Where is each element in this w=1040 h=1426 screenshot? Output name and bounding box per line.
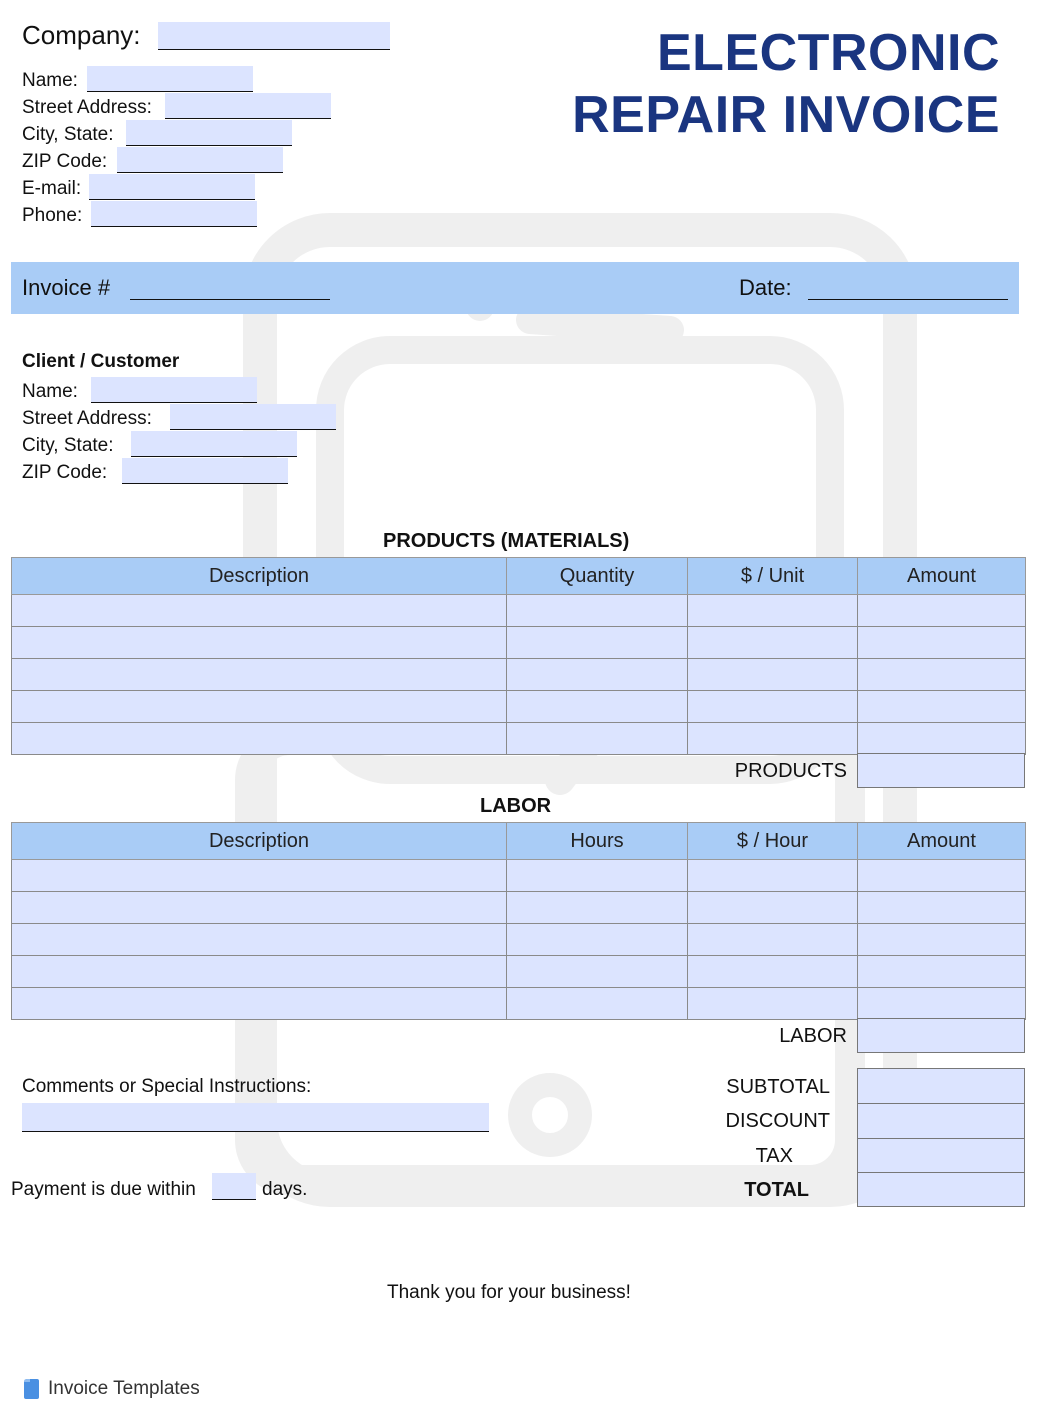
labor-header-hours: Hours (507, 823, 688, 860)
products-header-description: Description (12, 558, 507, 595)
invoice-number-field[interactable] (130, 270, 330, 300)
company-city-field[interactable] (126, 120, 292, 146)
table-row (12, 723, 1026, 755)
labor-cell-hours[interactable] (507, 988, 688, 1020)
products-cell-description[interactable] (12, 595, 507, 627)
invoice-number-label: Invoice # (22, 275, 111, 300)
labor-cell-description[interactable] (12, 860, 507, 892)
products-subtotal-label: PRODUCTS (734, 760, 847, 782)
table-row (12, 860, 1026, 892)
labor-cell-description[interactable] (12, 924, 507, 956)
client-street-field[interactable] (170, 404, 336, 430)
labor-cell-hours[interactable] (507, 892, 688, 924)
thank-you-message: Thank you for your business! (387, 1282, 631, 1303)
company-zip-label: ZIP Code: (22, 151, 108, 172)
discount-field[interactable] (857, 1103, 1025, 1139)
client-heading: Client / Customer (22, 351, 180, 372)
company-name-label: Name: (22, 70, 78, 91)
products-heading: PRODUCTS (MATERIALS) (383, 530, 630, 552)
client-zip-label: ZIP Code: (22, 462, 108, 483)
products-header-quantity: Quantity (507, 558, 688, 595)
title-line-2: REPAIR INVOICE (572, 86, 1000, 144)
labor-cell-amount[interactable] (858, 956, 1026, 988)
total-field[interactable] (857, 1172, 1025, 1207)
client-name-field[interactable] (91, 377, 257, 403)
products-cell-unit[interactable] (688, 595, 858, 627)
client-zip-field[interactable] (122, 458, 288, 484)
table-row (12, 627, 1026, 659)
company-street-label: Street Address: (22, 97, 152, 118)
products-cell-unit[interactable] (688, 723, 858, 755)
document-icon (22, 1378, 40, 1400)
table-row (12, 691, 1026, 723)
labor-header-description: Description (12, 823, 507, 860)
table-row (12, 924, 1026, 956)
products-cell-quantity[interactable] (507, 723, 688, 755)
products-cell-quantity[interactable] (507, 627, 688, 659)
company-street-field[interactable] (165, 93, 331, 119)
brand-name: Invoice Templates (48, 1378, 200, 1399)
labor-cell-hour[interactable] (688, 956, 858, 988)
title-line-1: ELECTRONIC (657, 24, 1000, 82)
table-row (12, 956, 1026, 988)
company-field[interactable] (158, 22, 390, 50)
products-cell-amount[interactable] (858, 723, 1026, 755)
comments-field[interactable] (22, 1103, 489, 1132)
labor-cell-description[interactable] (12, 988, 507, 1020)
company-phone-label: Phone: (22, 205, 83, 226)
company-phone-field[interactable] (91, 201, 257, 227)
subtotal-label: SUBTOTAL (726, 1076, 830, 1098)
products-header-unit: $ / Unit (688, 558, 858, 595)
labor-cell-hours[interactable] (507, 924, 688, 956)
products-cell-description[interactable] (12, 627, 507, 659)
tax-field[interactable] (857, 1138, 1025, 1173)
labor-header-hour: $ / Hour (688, 823, 858, 860)
company-city-label: City, State: (22, 124, 114, 145)
labor-cell-hour[interactable] (688, 988, 858, 1020)
products-cell-unit[interactable] (688, 691, 858, 723)
labor-cell-hours[interactable] (507, 860, 688, 892)
labor-cell-amount[interactable] (858, 860, 1026, 892)
products-cell-unit[interactable] (688, 627, 858, 659)
products-cell-amount[interactable] (858, 595, 1026, 627)
company-zip-field[interactable] (117, 147, 283, 173)
table-row (12, 892, 1026, 924)
labor-header-amount: Amount (858, 823, 1026, 860)
labor-table (11, 822, 1026, 1020)
client-street-label: Street Address: (22, 408, 152, 429)
products-cell-description[interactable] (12, 691, 507, 723)
products-cell-unit[interactable] (688, 659, 858, 691)
document-title (572, 22, 1000, 146)
labor-cell-amount[interactable] (858, 924, 1026, 956)
labor-cell-amount[interactable] (858, 892, 1026, 924)
labor-heading: LABOR (480, 795, 552, 817)
products-header-amount: Amount (858, 558, 1026, 595)
labor-cell-description[interactable] (12, 956, 507, 988)
products-cell-quantity[interactable] (507, 691, 688, 723)
company-name-field[interactable] (87, 66, 253, 92)
table-row (12, 659, 1026, 691)
table-row (12, 988, 1026, 1020)
client-name-label: Name: (22, 381, 78, 402)
total-label: TOTAL (744, 1179, 809, 1201)
client-city-field[interactable] (131, 431, 297, 457)
products-cell-description[interactable] (12, 723, 507, 755)
products-cell-amount[interactable] (858, 691, 1026, 723)
products-cell-amount[interactable] (858, 659, 1026, 691)
payment-suffix: days. (262, 1179, 308, 1200)
client-city-label: City, State: (22, 435, 114, 456)
company-email-field[interactable] (89, 174, 255, 200)
products-subtotal-field[interactable] (857, 753, 1025, 788)
tax-label: TAX (755, 1145, 793, 1167)
labor-cell-hour[interactable] (688, 892, 858, 924)
payment-prefix: Payment is due within (11, 1179, 196, 1200)
table-row (12, 595, 1026, 627)
date-label: Date: (739, 275, 792, 300)
labor-subtotal-field[interactable] (857, 1018, 1025, 1053)
comments-label: Comments or Special Instructions: (22, 1076, 312, 1097)
company-label: Company: (22, 20, 141, 50)
products-cell-quantity[interactable] (507, 659, 688, 691)
discount-label: DISCOUNT (725, 1110, 830, 1132)
labor-cell-description[interactable] (12, 892, 507, 924)
labor-subtotal-label: LABOR (779, 1025, 847, 1047)
products-cell-description[interactable] (12, 659, 507, 691)
labor-cell-hour[interactable] (688, 860, 858, 892)
labor-cell-amount[interactable] (858, 988, 1026, 1020)
labor-cell-hours[interactable] (507, 956, 688, 988)
company-email-label: E-mail: (22, 178, 82, 199)
products-cell-amount[interactable] (858, 627, 1026, 659)
labor-cell-hour[interactable] (688, 924, 858, 956)
date-field[interactable] (808, 270, 1008, 300)
subtotal-field[interactable] (857, 1068, 1025, 1104)
products-cell-quantity[interactable] (507, 595, 688, 627)
products-table (11, 557, 1026, 755)
payment-days-field[interactable] (212, 1173, 256, 1200)
